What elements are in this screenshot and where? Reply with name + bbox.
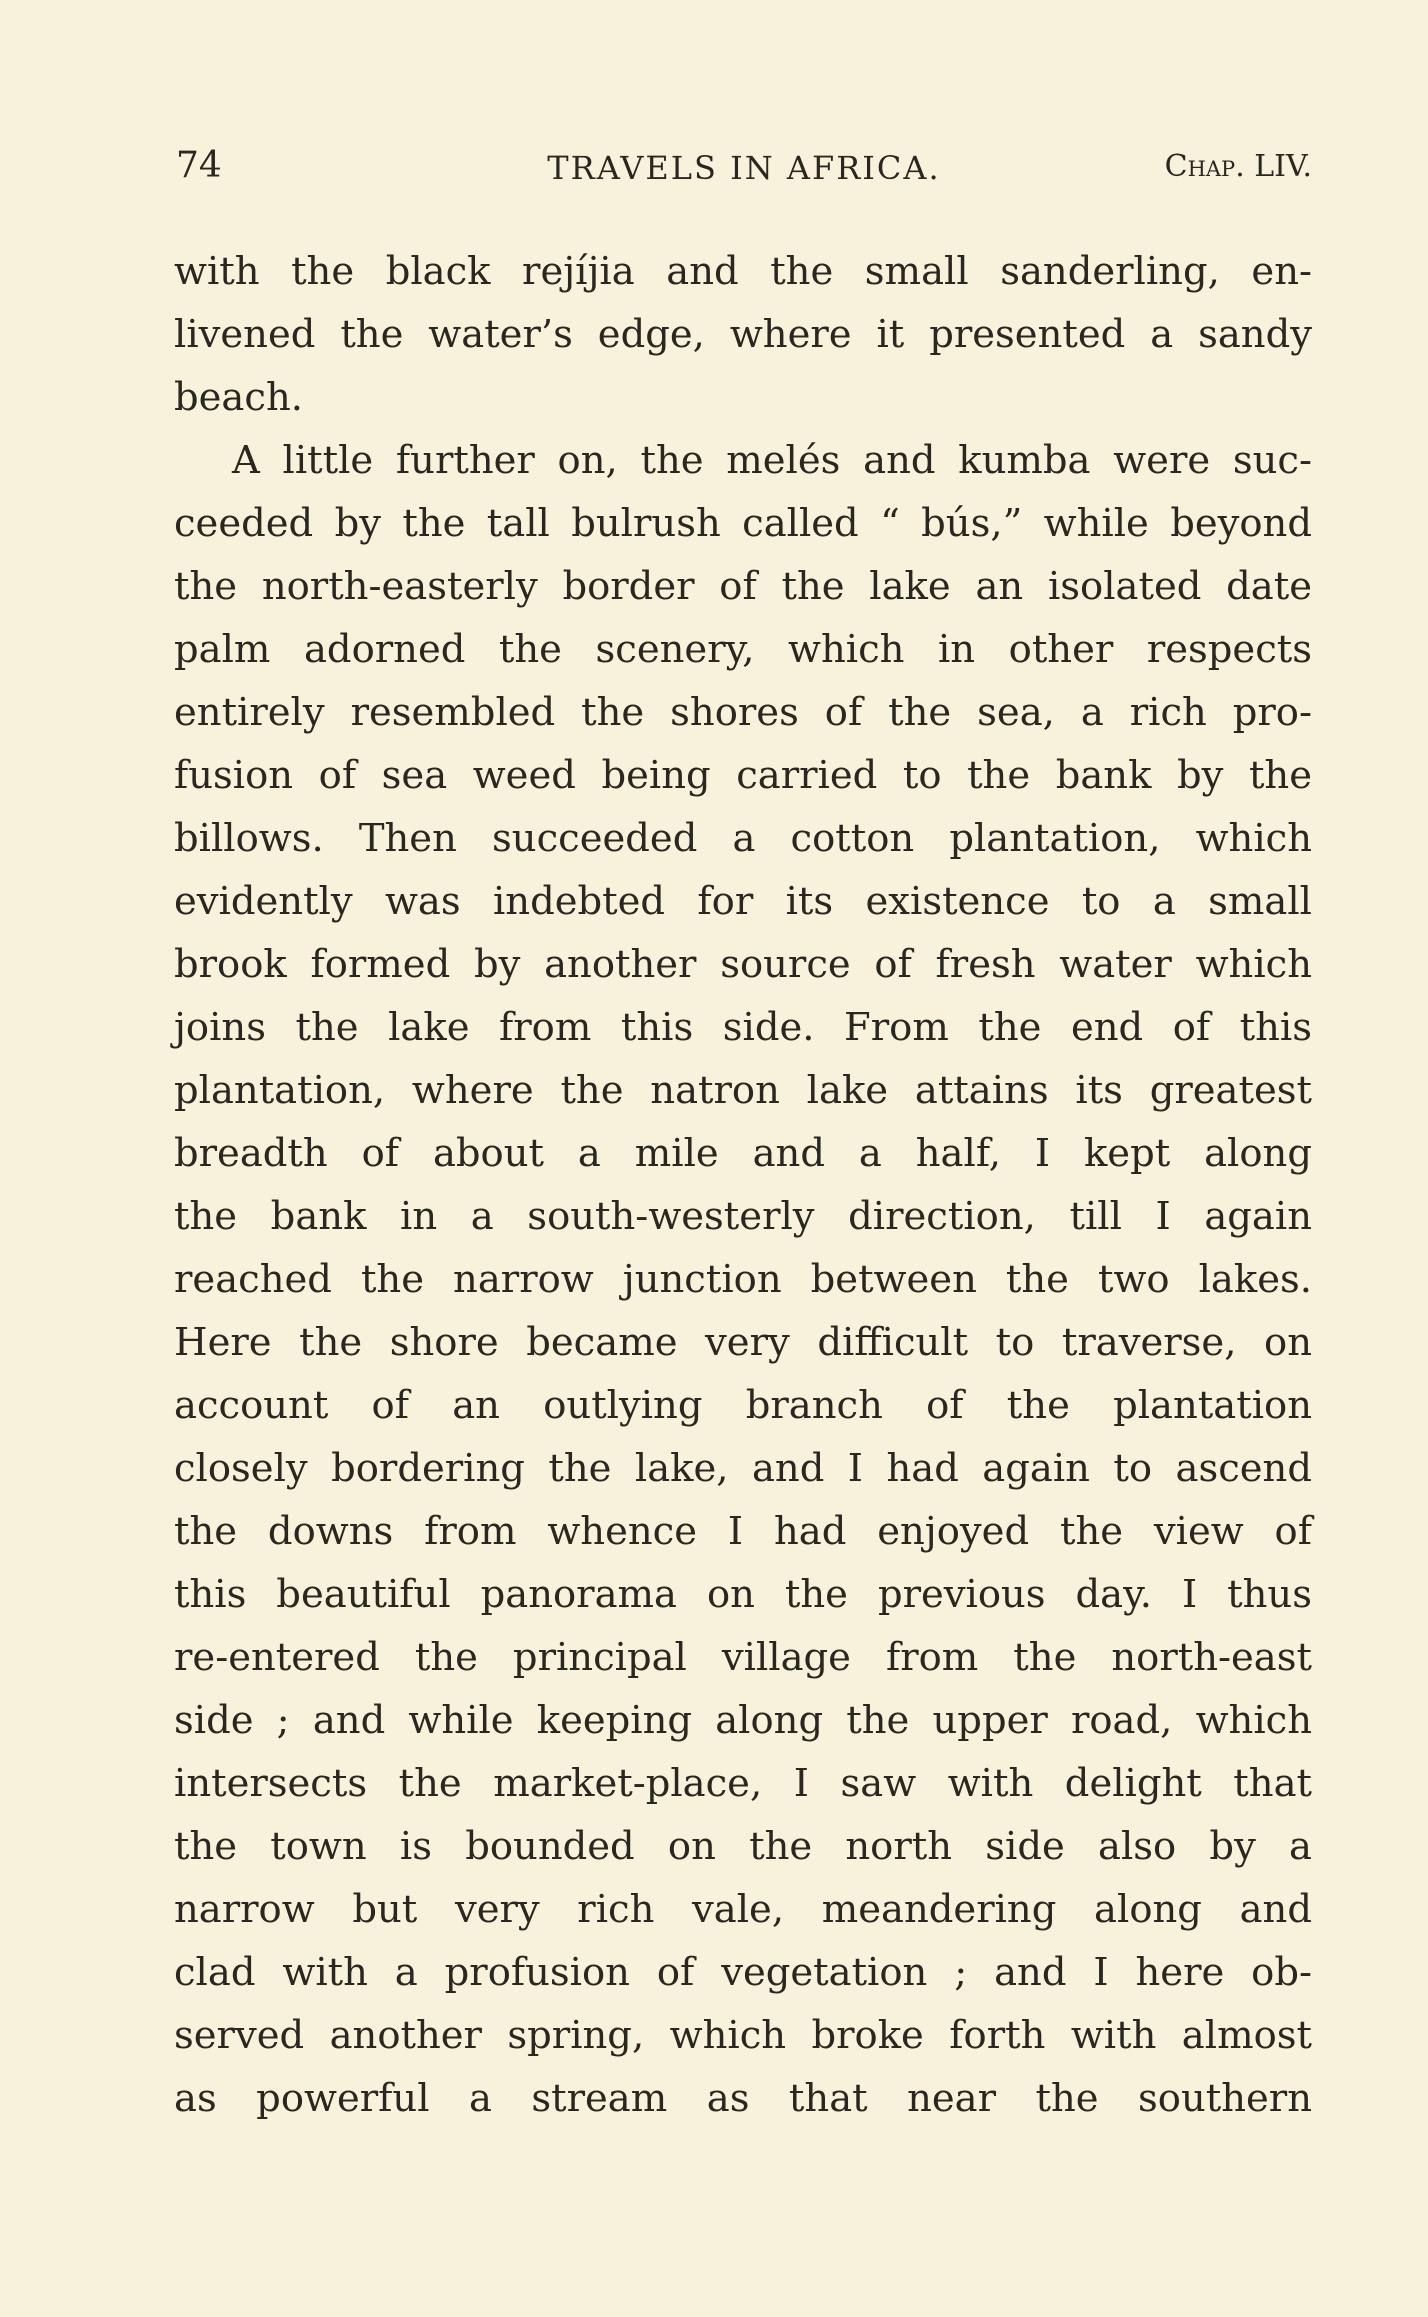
text-line: breadth of about a mile and a half, I kept along <box>174 1131 1312 1176</box>
text-line: livened the water’s edge, where it presented a sandy <box>174 312 1312 357</box>
text-line: joins the lake from this side. From the end of this <box>174 1005 1312 1050</box>
text-line: side ; and while keeping along the upper road, which <box>174 1698 1312 1743</box>
text-line: served another spring, which broke forth with almost <box>174 2013 1312 2058</box>
text-line: the town is bounded on the north side also by a <box>174 1824 1312 1869</box>
text-line: the bank in a south-westerly direction, till I again <box>174 1194 1312 1239</box>
text-line: palm adorned the scenery, which in other respects <box>174 627 1312 672</box>
text-line: re-entered the principal village from the north-east <box>174 1635 1312 1680</box>
page-header <box>176 145 1312 195</box>
text-line: fusion of sea weed being carried to the bank by the <box>174 753 1312 798</box>
text-line: evidently was indebted for its existence to a small <box>174 879 1312 924</box>
text-line: as powerful a stream as that near the southern <box>174 2076 1312 2121</box>
text-line: closely bordering the lake, and I had again to ascend <box>174 1446 1312 1491</box>
text-line: reached the narrow junction between the two lakes. <box>174 1257 1312 1302</box>
text-line: billows. Then succeeded a cotton plantation, which <box>174 816 1312 861</box>
text-line: ceeded by the tall bulrush called “ bús,” while beyond <box>174 501 1312 546</box>
page-body-text <box>174 240 1312 2130</box>
text-line: account of an outlying branch of the plantation <box>174 1383 1312 1428</box>
text-line: this beautiful panorama on the previous day. I thus <box>174 1572 1312 1617</box>
text-line: beach. <box>174 375 303 420</box>
text-line: A little further on, the melés and kumba were suc- <box>232 438 1312 483</box>
text-line: narrow but very rich vale, meandering along and <box>174 1887 1312 1932</box>
text-line: with the black rejíjia and the small sanderling, en- <box>174 249 1312 294</box>
text-line: brook formed by another source of fresh water which <box>174 942 1312 987</box>
text-line: clad with a profusion of vegetation ; and I here ob- <box>174 1950 1312 1995</box>
text-line: the downs from whence I had enjoyed the view of <box>174 1509 1312 1554</box>
chapter-label: Chap. LIV. <box>1164 149 1312 184</box>
text-line: intersects the market-place, I saw with delight that <box>174 1761 1312 1806</box>
text-line: entirely resembled the shores of the sea, a rich pro- <box>174 690 1312 735</box>
page-number: 74 <box>176 145 222 186</box>
text-line: plantation, where the natron lake attains its greatest <box>174 1068 1312 1113</box>
text-line: the north-easterly border of the lake an isolated date <box>174 564 1312 609</box>
text-line: Here the shore became very difficult to traverse, on <box>174 1320 1312 1365</box>
running-title: TRAVELS IN AFRICA. <box>547 149 941 187</box>
